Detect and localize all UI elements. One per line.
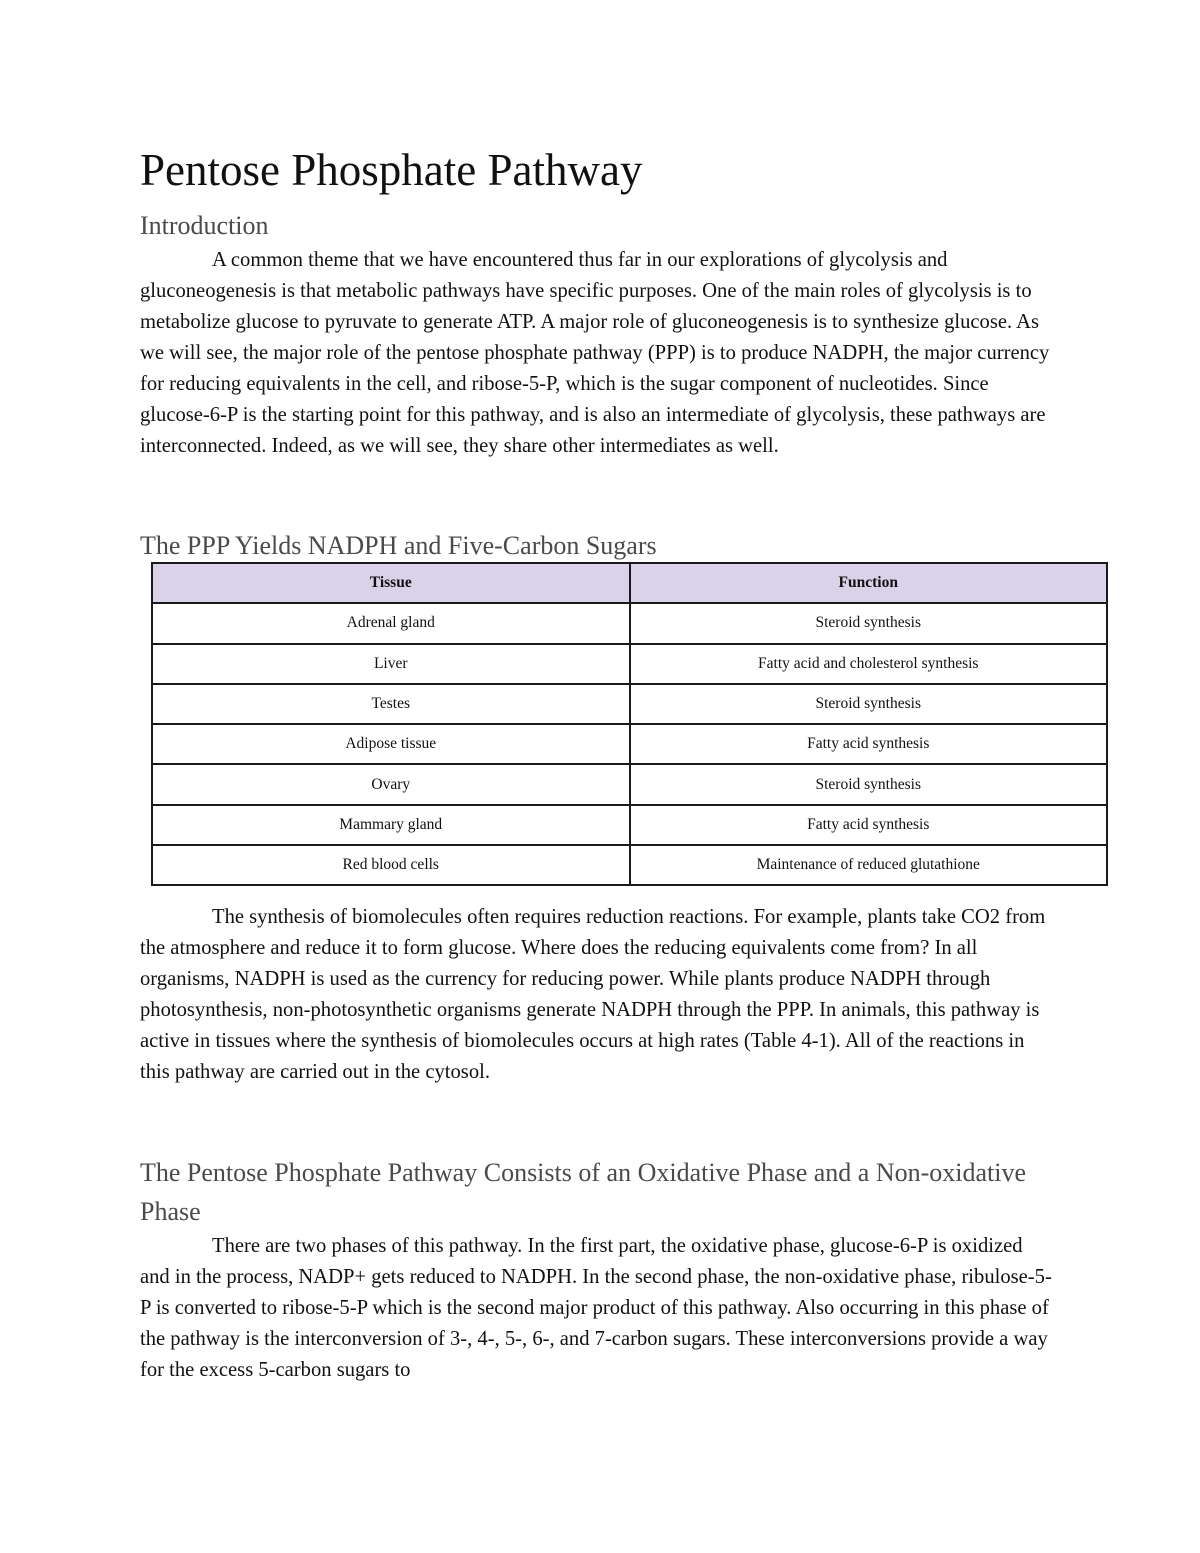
phases-heading: The Pentose Phosphate Pathway Consists of an Oxidative Phase and a Non-oxidative Phase <box>140 1158 1027 1226</box>
introduction-heading: Introduction <box>140 211 269 240</box>
table-cell-function: Steroid synthesis <box>630 684 1108 724</box>
table-cell-tissue: Adrenal gland <box>152 603 630 643</box>
table-cell-tissue: Testes <box>152 684 630 724</box>
table-header-row <box>152 563 1107 603</box>
table-cell-function: Fatty acid and cholesterol synthesis <box>630 644 1108 684</box>
ppp-yields-heading: The PPP Yields NADPH and Five-Carbon Sugars <box>140 531 657 560</box>
introduction-paragraph: A common theme that we have encountered thus far in our explorations of glycolysis and gluconeogenesis is that metabolic pathways have specific purposes. One of the main roles of glycolysis is to metabolize glucose to pyruvate to generate ATP. A major role of gluconeogenesis is to synthesize glucose. As we will see, the major role of the pentose phosphate pathway (PPP) is to produce NADPH, the major currency for reducing equivalents in the cell, and ribose-5-P, which is the sugar component of nucleotides. Since glucose-6-P is the starting point for this pathway, and is also an intermediate of glycolysis, these pathways are interconnected. Indeed, as we will see, they share other intermediates as well. <box>140 249 1050 457</box>
table-cell-tissue: Liver <box>152 644 630 684</box>
table-cell-tissue: Mammary gland <box>152 805 630 845</box>
phases-paragraph: There are two phases of this pathway. In the first part, the oxidative phase, glucose-6-P is oxidized and in the process, NADP+ gets reduced to NADPH. In the second phase, the non-oxidative phase, ribulose-5-P is converted to ribose-5-P which is the second major product of this pathway. Also occurring in this phase of the pathway is the interconversion of 3-, 4-, 5-, 6-, and 7-carbon sugars. These interconversions provide a way for the excess 5-carbon sugars to <box>140 1235 1052 1381</box>
table-cell-function: Fatty acid synthesis <box>630 724 1108 764</box>
table-row <box>152 644 1107 684</box>
table-row <box>152 603 1107 643</box>
table-row <box>152 845 1107 885</box>
table-row <box>152 764 1107 804</box>
table-cell-function: Steroid synthesis <box>630 764 1108 804</box>
table-cell-tissue: Adipose tissue <box>152 724 630 764</box>
table-row <box>152 805 1107 845</box>
table-row <box>152 724 1107 764</box>
ppp-yields-paragraph: The synthesis of biomolecules often requires reduction reactions. For example, plants take CO2 from the atmosphere and reduce it to form glucose. Where does the reducing equivalents come from? In all organisms, NADPH is used as the currency for reducing power. While plants produce NADPH through photosynthesis, non-photosynthetic organisms generate NADPH through the PPP. In animals, this pathway is active in tissues where the synthesis of biomolecules occurs at high rates (Table 4-1). All of the reactions in this pathway are carried out in the cytosol. <box>140 906 1046 1083</box>
table-header-tissue: Tissue <box>152 563 630 603</box>
table-cell-tissue: Ovary <box>152 764 630 804</box>
table-cell-function: Steroid synthesis <box>630 603 1108 643</box>
table-row <box>152 684 1107 724</box>
table-cell-function: Maintenance of reduced glutathione <box>630 845 1108 885</box>
table-cell-function: Fatty acid synthesis <box>630 805 1108 845</box>
table-cell-tissue: Red blood cells <box>152 845 630 885</box>
document-title: Pentose Phosphate Pathway <box>140 145 643 195</box>
tissue-function-table <box>151 562 1108 886</box>
table-header-function: Function <box>630 563 1108 603</box>
